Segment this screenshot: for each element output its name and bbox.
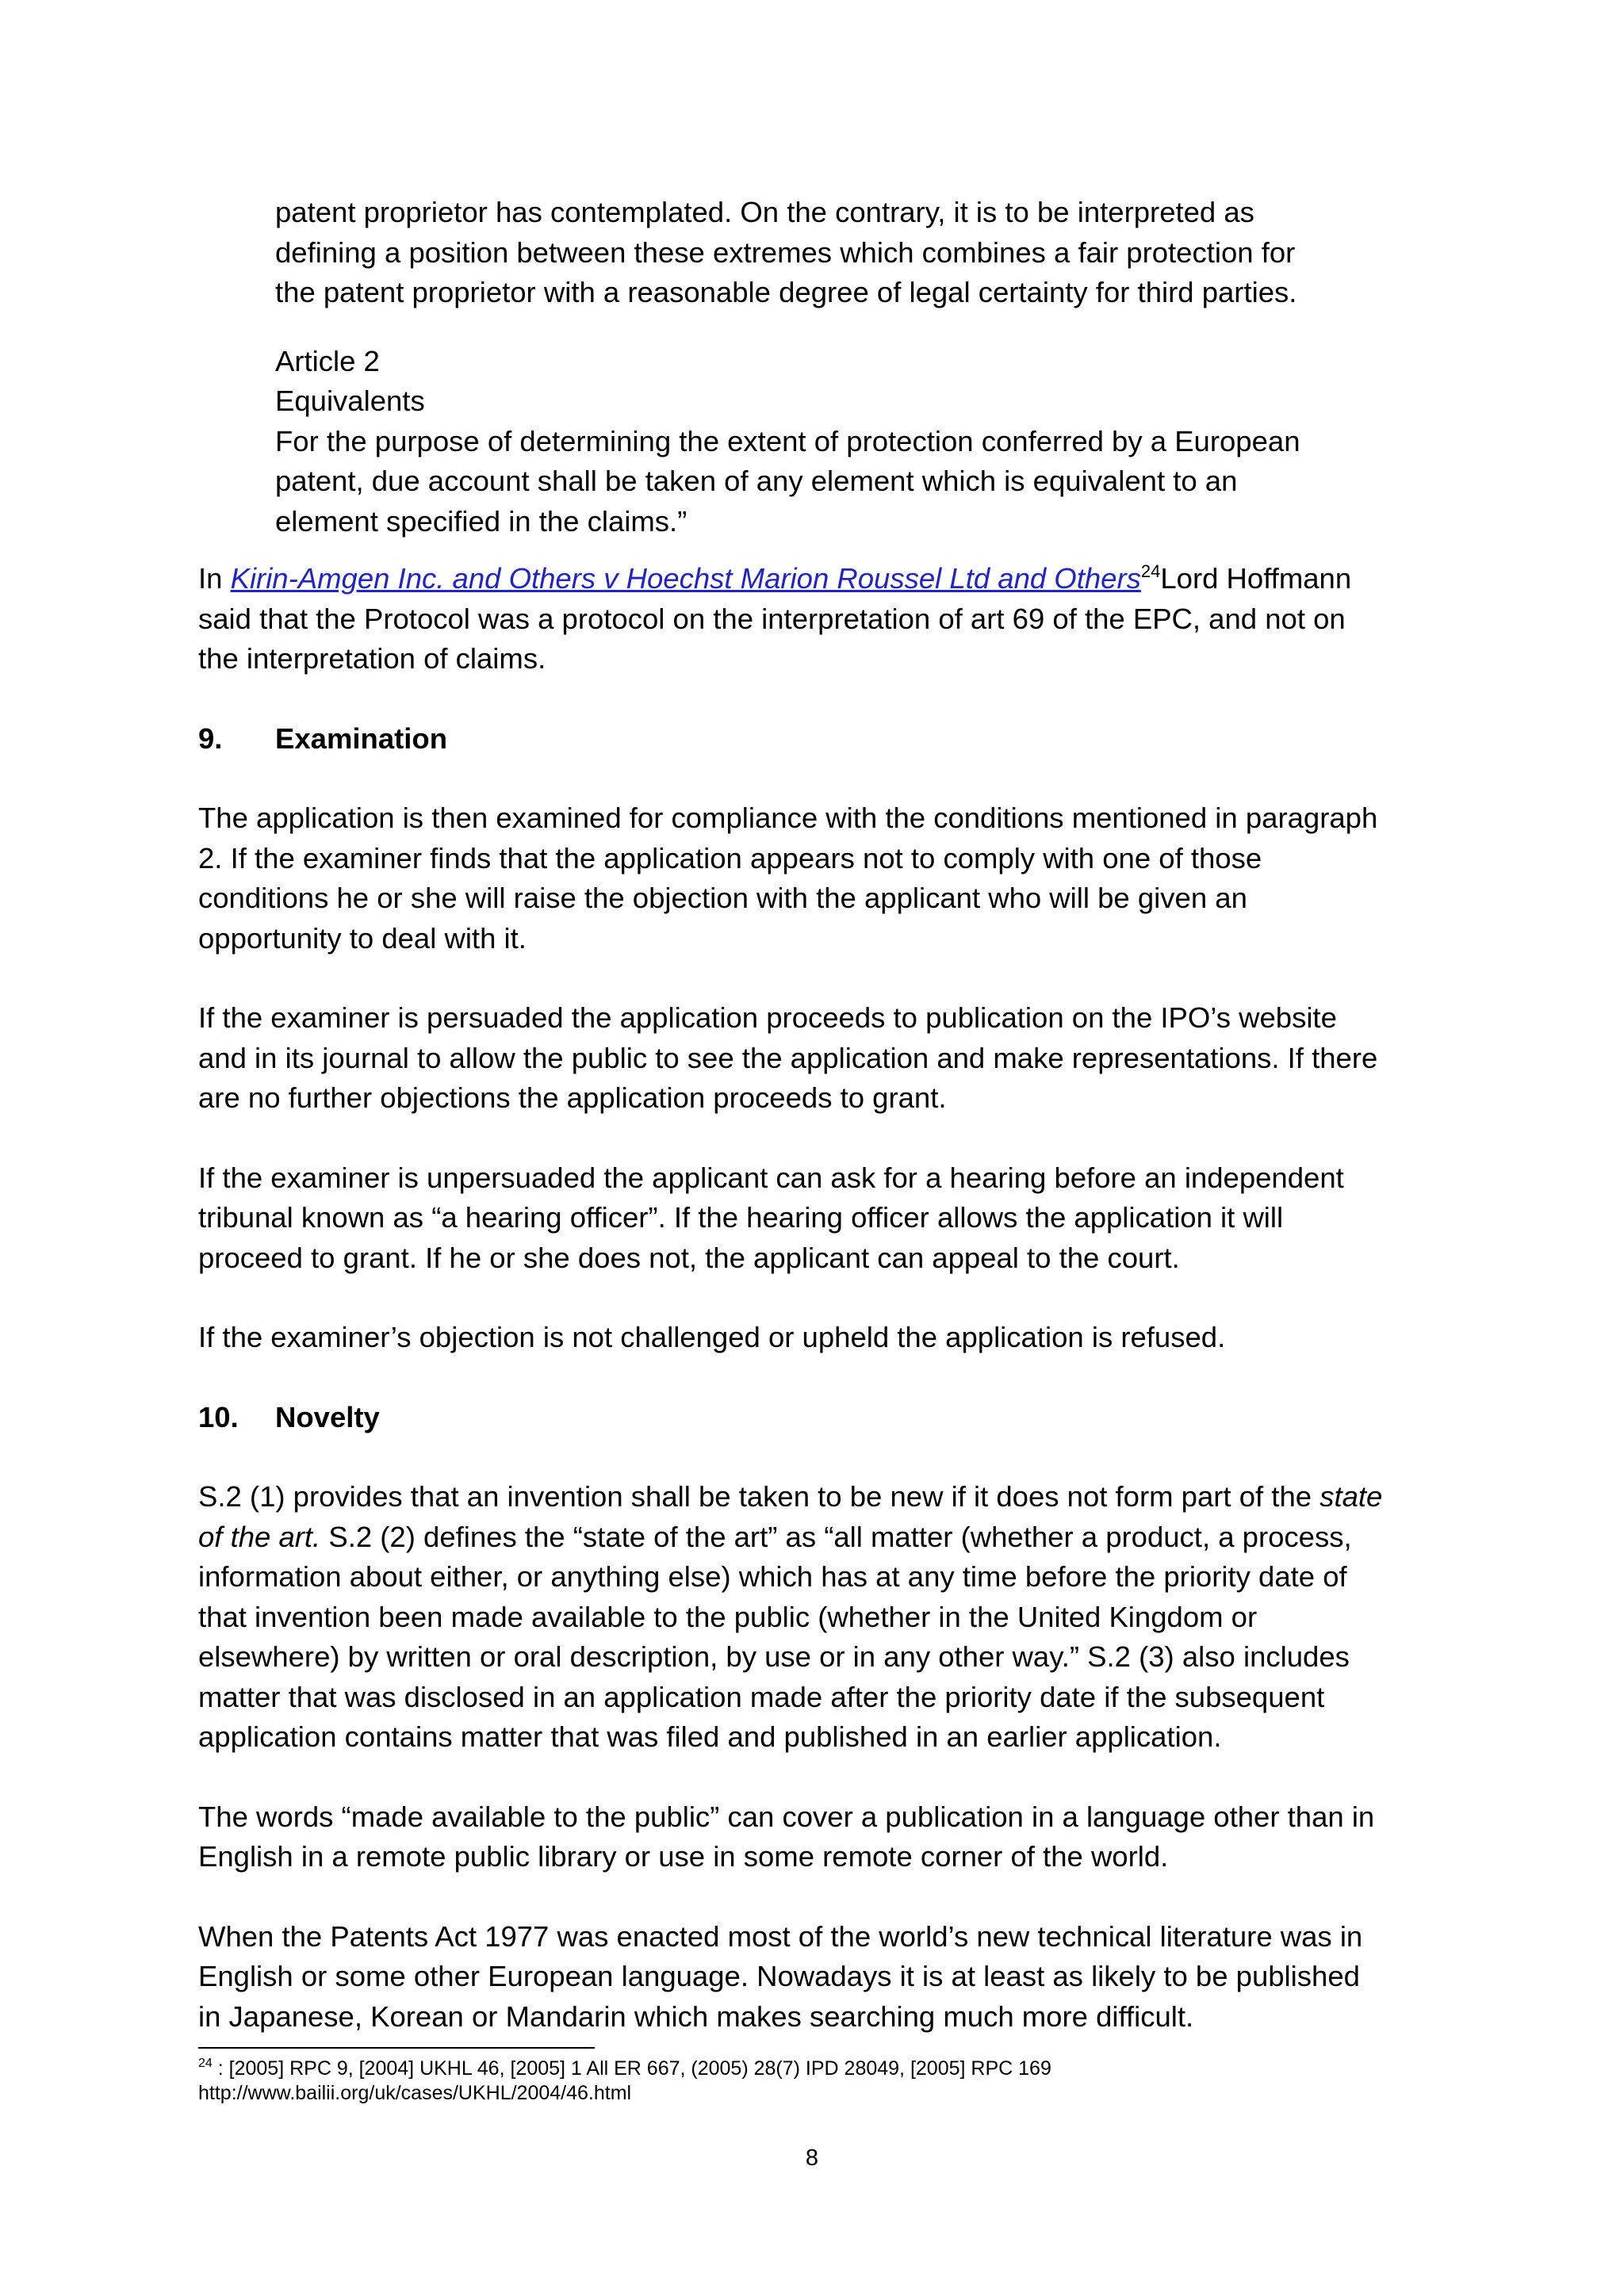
paragraph-line: elsewhere) by written or oral description, by use or in any other way.” S.2 (3) also includes	[198, 1640, 1350, 1673]
section-title: Examination	[275, 721, 448, 755]
examination-paragraph-1	[198, 798, 1451, 959]
examination-paragraph-4	[198, 1318, 1451, 1358]
paragraph-line: The words “made available to the public” can cover a publication in a language other than in	[198, 1800, 1375, 1833]
footnote-separator	[198, 2047, 595, 2049]
paragraph-line: conditions he or she will raise the objection with the applicant who will be given an	[198, 882, 1247, 914]
section-heading-novelty	[198, 1398, 1451, 1438]
paragraph-line: If the examiner is persuaded the application proceeds to publication on the IPO’s website	[198, 1001, 1337, 1034]
paragraph-line: matter that was disclosed in an application made after the priority date if the subsequent	[198, 1680, 1325, 1713]
footnote-citation	[198, 2057, 1451, 2081]
paragraph-line: 2. If the examiner finds that the application appears not to comply with one of those	[198, 841, 1262, 874]
novelty-paragraph-2	[198, 1797, 1451, 1877]
spacer	[198, 759, 1451, 798]
paragraph-line: opportunity to deal with it.	[198, 921, 527, 955]
page-number: 8	[805, 2145, 819, 2171]
emphasis-text: of the art.	[198, 1520, 321, 1553]
paragraph-text: Lord Hoffmann	[1160, 562, 1352, 595]
paragraph-line: If the examiner is unpersuaded the applicant can ask for a hearing before an independent	[198, 1161, 1344, 1194]
paragraph-line: proceed to grant. If he or she does not, the applicant can appeal to the court.	[198, 1241, 1180, 1274]
paragraph-line: tribunal known as “a hearing officer”. If the hearing officer allows the application it will	[198, 1201, 1284, 1234]
paragraph-line: that invention been made available to the public (whether in the United Kingdom or	[198, 1600, 1258, 1633]
article-title: Equivalents	[275, 385, 425, 417]
paragraph-line: English in a remote public library or use in some remote corner of the world.	[198, 1840, 1169, 1873]
page-body	[198, 193, 1451, 2037]
spacer	[198, 1119, 1451, 1158]
quote-line: For the purpose of determining the extent of protection conferred by a European	[275, 424, 1300, 457]
footnote	[198, 2057, 1451, 2106]
paragraph-line	[198, 1477, 1451, 1517]
spacer	[198, 541, 1451, 559]
spacer	[275, 313, 1385, 342]
paragraph-line: information about either, or anything else) which has at any time before the priority date of	[198, 1560, 1347, 1593]
section-title: Novelty	[275, 1400, 380, 1433]
spacer	[198, 1437, 1451, 1477]
kirin-paragraph	[198, 559, 1451, 679]
quote-line: patent, due account shall be taken of any element which is equivalent to an	[275, 465, 1238, 497]
paragraph-text: S.2 (1) provides that an invention shall be taken to be new if it does not form part of the	[198, 1480, 1320, 1513]
paragraph-line	[198, 1517, 1451, 1558]
paragraph-text: S.2 (2) defines the “state of the art” as “all matter (whether a product, a process,	[320, 1520, 1352, 1553]
paragraph-line: said that the Protocol was a protocol on the interpretation of art 69 of the EPC, and not on	[198, 602, 1346, 635]
spacer	[198, 959, 1451, 998]
paragraph-line: application contains matter that was filed and published in an earlier application.	[198, 1720, 1222, 1753]
quote-line: the patent proprietor with a reasonable degree of legal certainty for third parties.	[275, 276, 1297, 308]
spacer	[198, 1278, 1451, 1318]
quote-line: patent proprietor has contemplated. On the contrary, it is to be interpreted as	[275, 196, 1254, 228]
footnote-number: 24	[198, 2057, 213, 2070]
paragraph-line: are no further objections the application proceeds to grant.	[198, 1081, 947, 1114]
paragraph-line	[198, 559, 1451, 599]
article-number: Article 2	[275, 344, 380, 377]
paragraph-line: English or some other European language. Nowadays it is at least as likely to be published	[198, 1960, 1360, 1992]
spacer	[198, 1758, 1451, 1797]
section-heading-examination	[198, 719, 1451, 760]
novelty-paragraph-3	[198, 1917, 1451, 2038]
case-link-kirin-amgen[interactable]: Kirin-Amgen Inc. and Others v Hoechst Marion Roussel Ltd and Others	[230, 562, 1141, 595]
footnote-text: : [2005] RPC 9, [2004] UKHL 46, [2005] 1 All ER 667, (2005) 28(7) IPD 28049, [2005] RPC 169	[212, 2057, 1051, 2080]
spacer	[198, 1877, 1451, 1917]
paragraph-line: in Japanese, Korean or Mandarin which makes searching much more difficult.	[198, 1999, 1194, 2033]
paragraph-line: When the Patents Act 1977 was enacted most of the world’s new technical literature was in	[198, 1919, 1363, 1953]
examination-paragraph-2	[198, 998, 1451, 1119]
spacer	[198, 1358, 1451, 1398]
paragraph-line: The application is then examined for compliance with the conditions mentioned in paragraph	[198, 802, 1378, 834]
examination-paragraph-3	[198, 1158, 1451, 1279]
section-number: 9.	[198, 721, 223, 755]
footnote-url: http://www.bailii.org/uk/cases/UKHL/2004/46.html	[198, 2082, 632, 2104]
quote-line: defining a position between these extremes which combines a fair protection for	[275, 235, 1296, 269]
footnote-reference[interactable]: 24	[1140, 561, 1161, 581]
novelty-paragraph-1	[198, 1477, 1451, 1758]
paragraph-line: If the examiner’s objection is not challenged or upheld the application is refused.	[198, 1321, 1226, 1353]
protocol-quote	[275, 193, 1385, 541]
quote-line: element specified in the claims.”	[275, 504, 688, 538]
emphasis-text: state	[1320, 1480, 1383, 1513]
section-number: 10.	[198, 1400, 239, 1433]
spacer	[198, 679, 1451, 719]
lead-text: In	[198, 562, 231, 595]
paragraph-line: and in its journal to allow the public to see the application and make representations. If there	[198, 1041, 1378, 1074]
paragraph-line: the interpretation of claims.	[198, 642, 546, 675]
